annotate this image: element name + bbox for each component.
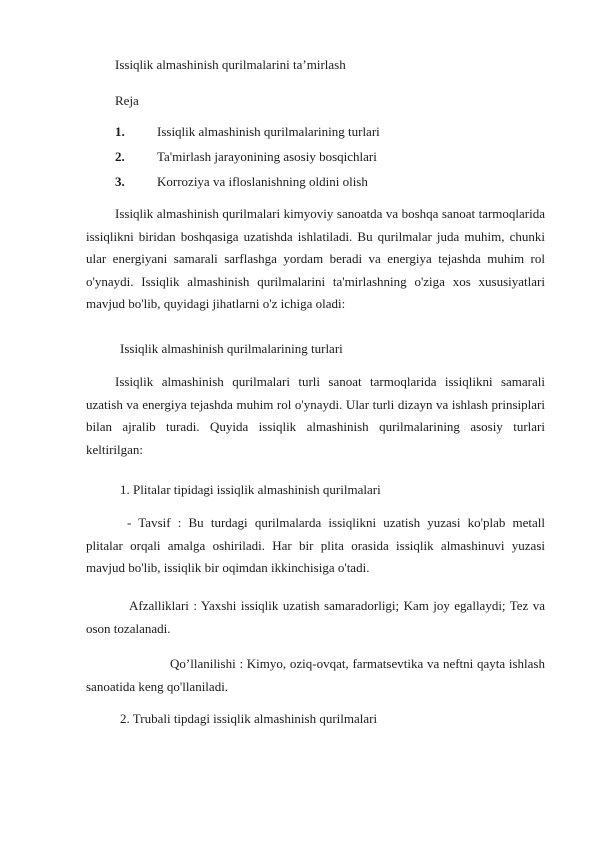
type1-advantages: Afzalliklari : Yaxshi issiqlik uzatish samaradorligi; Kam joy egallaydi; Tez va oson tozalanadi.: [86, 598, 545, 636]
plan-item-text: Korroziya va ifloslanishning oldini olish: [157, 174, 368, 189]
type1-description: - Tavsif : Bu turdagi qurilmalarda issiqlikni uzatish yuzasi ko'plab metall plitalar orqali amalga oshiriladi. Har bir plita orasida issiqlik almashinuvi yuzasi mavjud bo'lib, issiqlik bir oqimdan ikkinchisiga o'tadi.: [86, 515, 545, 575]
section-heading: Issiqlik almashinish qurilmalarining turlari: [120, 341, 343, 356]
section-paragraph: Issiqlik almashinish qurilmalari turli sanoat tarmoqlarida issiqlikni samarali uzatish va energiya tejashda muhim rol o'ynaydi. Ular turli dizayn va ishlash prinsiplari bilan ajralib turadi. Quyida issiqlik almashinish qurilmalarining asosiy turlari keltirilgan:: [86, 374, 545, 457]
plan-item-number: 2.: [115, 149, 125, 164]
plan-label: Reja: [115, 93, 139, 108]
intro-paragraph: Issiqlik almashinish qurilmalari kimyoviy sanoatda va boshqa sanoat tarmoqlarida issiqlikni biridan boshqasiga uzatishda ishlatiladi. Bu qurilmalar juda muhim, chunki ular energiyani samarali sarflashga yordam beradi va energiya tejashda muhim rol o'ynaydi. Issiqlik almashinish qurilmalarini ta'mirlashning o'ziga xos xususiyatlari mavjud bo'lib, quyidagi jihatlarni o'z ichiga oladi:: [86, 206, 545, 311]
plan-item-text: Ta'mirlash jarayonining asosiy bosqichlari: [157, 149, 377, 164]
plan-item-number: 3.: [115, 174, 125, 189]
plan-item-text: Issiqlik almashinish qurilmalarining turlari: [157, 124, 380, 139]
type1-usage: Qo’llanilishi : Kimyo, oziq-ovqat, farmatsevtika va neftni qayta ishlash sanoatida keng qo'llaniladi.: [86, 656, 545, 694]
plan-item-number: 1.: [115, 124, 125, 139]
document-title: Issiqlik almashinish qurilmalarini ta’mirlash: [115, 57, 346, 72]
type2-heading: 2. Trubali tipdagi issiqlik almashinish qurilmalari: [120, 711, 378, 726]
type1-heading: 1. Plitalar tipidagi issiqlik almashinish qurilmalari: [120, 482, 381, 497]
